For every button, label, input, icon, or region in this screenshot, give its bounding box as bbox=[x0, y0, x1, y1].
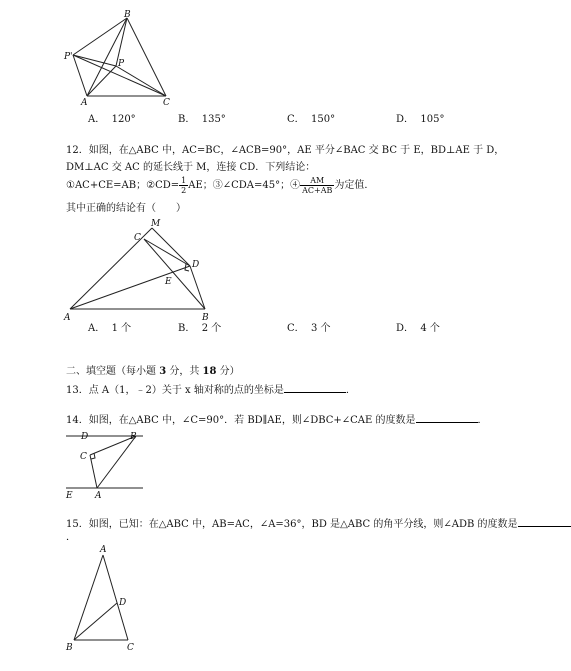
q12-conclusions: ①AC+CE=AB；②CD= $\frac{1}{2}$ AE；③∠CDA=45°；④ $\frac{AM}{AC+AB}$ 为定值． bbox=[66, 176, 375, 195]
q14-label-c: C bbox=[80, 452, 87, 462]
q12-label-b: B bbox=[202, 313, 209, 323]
q12-label-c: C bbox=[134, 233, 141, 243]
q12-option-d: D． 4 个 bbox=[396, 323, 440, 334]
q11-label-pprime: P' bbox=[64, 52, 73, 62]
q12-label-a: A bbox=[64, 313, 71, 323]
q12-option-b: B． 2 个 bbox=[178, 323, 222, 334]
q12-label-d: D bbox=[192, 260, 200, 270]
q15-label-d: D bbox=[119, 598, 127, 608]
q12-option-c: C． 3 个 bbox=[287, 323, 331, 334]
q14-label-d: D bbox=[81, 432, 89, 442]
q11-option-c: C． 150° bbox=[287, 114, 336, 125]
q11-option-a: A． 120° bbox=[88, 114, 136, 125]
q15-text: 15．如图，已知：在△ABC 中，AB=AC，∠A=36°，BD 是△ABC 的角平分线，则∠ADB 的度数是 bbox=[66, 516, 571, 531]
q15-label-a: A bbox=[100, 545, 107, 555]
q11-option-d: D． 105° bbox=[396, 114, 445, 125]
q12-option-a: A． 1 个 bbox=[88, 323, 132, 334]
q12-prompt: 其中正确的结论有（ ） bbox=[66, 203, 186, 214]
q11-label-b: B bbox=[124, 10, 131, 20]
q14-label-e: E bbox=[66, 491, 73, 501]
q12-fraction-am: $\frac{AM}{AC+AB}$ bbox=[302, 176, 333, 195]
q11-label-c: C bbox=[163, 98, 170, 108]
q15-label-b: B bbox=[66, 643, 73, 653]
q11-label-a: A bbox=[81, 98, 88, 108]
q13-text: 13．点 A（1，﹣2）关于 x 轴对称的点的坐标是 ． bbox=[66, 382, 356, 397]
q11-label-p: P bbox=[118, 59, 125, 69]
q15-label-c: C bbox=[127, 643, 134, 653]
q14-text: 14．如图，在△ABC 中，∠C=90°．若 BD∥AE，则∠DBC+∠CAE 的度数是 ． bbox=[66, 412, 488, 427]
q12-label-m: M bbox=[151, 219, 161, 229]
q14-label-b: B bbox=[130, 432, 137, 442]
q12-line1: 12．如图，在△ABC 中，AC=BC，∠ACB=90°，AE 平分∠BAC 交 BC 于 E，BD⊥AE 于 D， bbox=[66, 145, 505, 156]
q12-fraction-half: $\frac{1}{2}$ bbox=[181, 176, 187, 195]
q15-end: ． bbox=[66, 532, 76, 543]
section2-heading: 二、填空题（每小题 3 分，共 18 分） bbox=[66, 366, 240, 377]
q14-label-a: A bbox=[95, 491, 102, 501]
q11-option-b: B． 135° bbox=[178, 114, 226, 125]
q12-label-e: E bbox=[165, 277, 172, 287]
q12-line2: DM⊥AC 交 AC 的延长线于 M，连接 CD．下列结论： bbox=[66, 162, 316, 173]
